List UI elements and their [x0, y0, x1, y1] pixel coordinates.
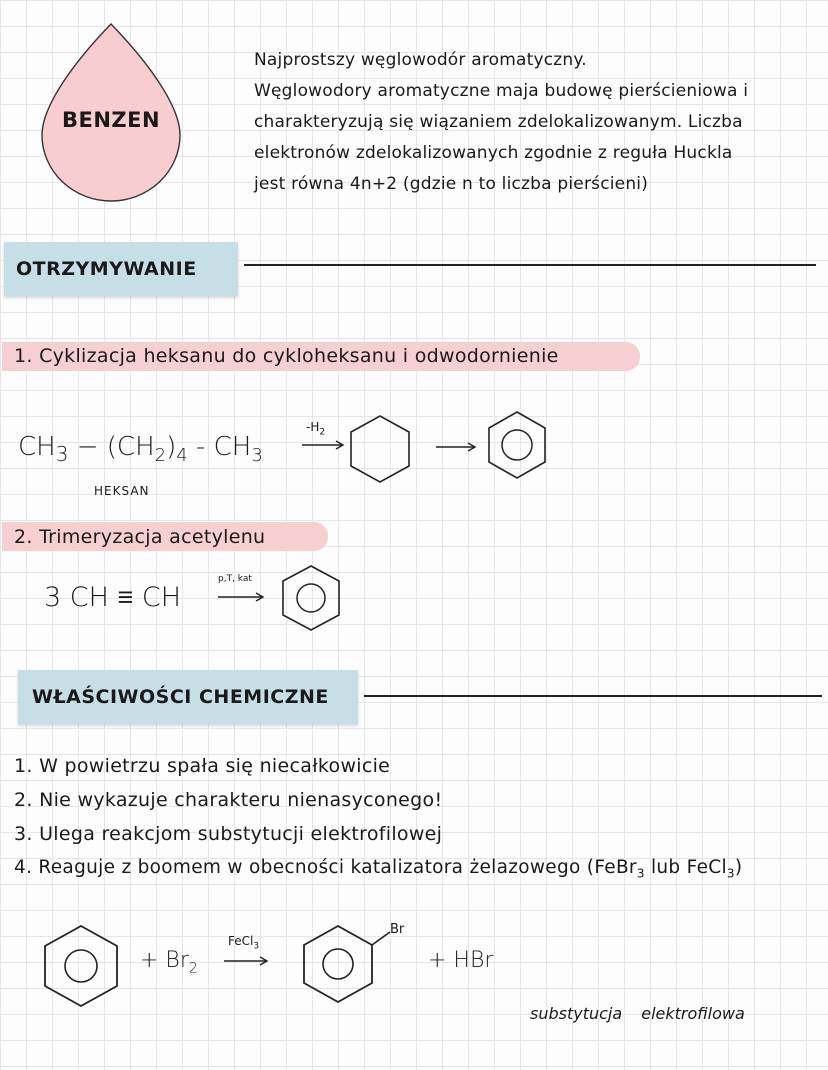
property-item: 1. W powietrzu spała się niecałkowicie [14, 755, 391, 777]
intro-line: jest równa 4n+2 (gdzie n to liczba pierścieni) [254, 174, 649, 194]
cyclohexane-ring [346, 412, 414, 486]
intro-line: Węglowodory aromatyczne maja budowę pierścieniowa i [254, 81, 749, 101]
bromine-substituent: Br [390, 922, 405, 937]
page-title: BENZEN [62, 108, 161, 132]
hbr-product: + HBr [428, 948, 494, 973]
section-rule [364, 695, 822, 697]
intro-line: Najprostszy węglowodór aromatyczny. [254, 50, 587, 70]
reaction-arrow [300, 438, 348, 452]
intro-text [254, 45, 824, 200]
reaction-arrow [216, 590, 268, 604]
method-2-label: 2. Trimeryzacja acetylenu [14, 526, 266, 548]
benzene-ring [278, 562, 344, 634]
benzene-ring [484, 408, 550, 482]
section-heading-wlasciwosci: WŁAŚCIWOŚCI CHEMICZNE [18, 670, 358, 724]
dehydrogenation-condition: $-H_2$ [306, 420, 326, 438]
benzene-ring [38, 922, 124, 1010]
reaction-type-note: substytucja elektrofilowa [530, 1004, 745, 1023]
reaction-arrow [434, 440, 480, 454]
reaction-arrow [222, 954, 272, 968]
section-rule [244, 264, 816, 266]
catalyst-label: FeCl$_3$ [228, 934, 260, 952]
property-item: 4. Reaguje z boomem w obecności katalizatora żelazowego (FeBr$_3$ lub FeCl$_3$) [14, 857, 743, 881]
intro-line: elektronów zdelokalizowanych zgodnie z reguła Huckla [254, 143, 733, 163]
property-item: 2. Nie wykazuje charakteru nienasyconego! [14, 789, 443, 811]
hexane-formula: $CH_3 - (CH_2)_4 - CH_3$ [18, 432, 263, 467]
trimerization-condition: p,T, kat [218, 574, 252, 584]
method-1-label: 1. Cyklizacja heksanu do cykloheksanu i odwodornienie [14, 345, 559, 367]
intro-line: charakteryzują się wiązaniem zdelokalizowanym. Liczba [254, 112, 743, 132]
hexane-caption: HEKSAN [94, 484, 150, 498]
property-item: 3. Ulega reakcjom substytucji elektrofilowej [14, 823, 443, 845]
acetylene-formula: 3 CH ≡ CH [44, 582, 181, 613]
section-heading-otrzymywanie: OTRZYMYWANIE [4, 242, 238, 296]
bromine-reagent: + $Br_2$ [140, 948, 198, 977]
